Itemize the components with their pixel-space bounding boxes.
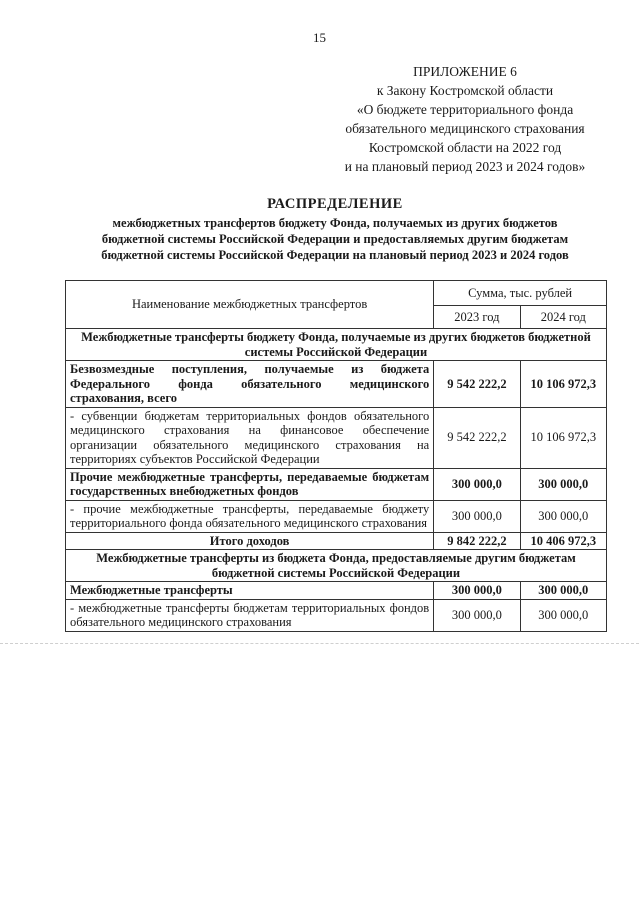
table-row xyxy=(66,361,607,408)
header-year-2023: 2023 год xyxy=(434,306,520,329)
document-title-block xyxy=(40,196,630,263)
transfers-table xyxy=(65,280,607,632)
section-expense-row xyxy=(66,550,607,582)
section-income-row xyxy=(66,329,607,361)
table-row xyxy=(66,407,607,468)
row-value-2023: 300 000,0 xyxy=(434,599,520,631)
row-value-2024: 10 106 972,3 xyxy=(520,361,606,408)
document-title: РАСПРЕДЕЛЕНИЕ xyxy=(267,196,403,212)
header-name-cell: Наименование межбюджетных трансфертов xyxy=(66,281,434,329)
appendix-line: «О бюджете территориального фонда xyxy=(356,102,574,117)
table-header-row xyxy=(66,281,607,306)
subtitle-line: бюджетной системы Российской Федерации и предоставляемых другим бюджетам xyxy=(101,232,569,246)
table-row xyxy=(66,599,607,631)
row-name: Межбюджетные трансферты xyxy=(66,582,434,600)
row-value-2023: 300 000,0 xyxy=(434,582,520,600)
total-value-2024: 10 406 972,3 xyxy=(520,532,606,550)
row-value-2024: 300 000,0 xyxy=(520,582,606,600)
total-value-2023: 9 842 222,2 xyxy=(434,532,520,550)
header-sum-cell: Сумма, тыс. рублей xyxy=(434,281,607,306)
appendix-line: Костромской области на 2022 год xyxy=(368,140,562,155)
row-value-2023: 9 542 222,2 xyxy=(434,361,520,408)
row-value-2023: 300 000,0 xyxy=(434,500,520,532)
table-row xyxy=(66,468,607,500)
document-subtitle xyxy=(40,215,630,263)
row-name: Прочие межбюджетные трансферты, передаваемые бюджетам государственных внебюджетных фондов xyxy=(66,468,434,500)
row-name: - прочие межбюджетные трансферты, передаваемые бюджету территориального фонда обязательного медицинского страхования xyxy=(66,500,434,532)
header-year-2024: 2024 год xyxy=(520,306,606,329)
appendix-block xyxy=(320,62,610,176)
subtitle-line: межбюджетных трансфертов бюджету Фонда, получаемых из других бюджетов xyxy=(112,216,558,230)
row-name: Безвозмездные поступления, получаемые из бюджета Федерального фонда обязательного медицинского страхования, всего xyxy=(66,361,434,408)
appendix-title: ПРИЛОЖЕНИЕ 6 xyxy=(413,64,517,79)
appendix-line: и на плановый период 2023 и 2024 годов» xyxy=(344,159,586,174)
table-row xyxy=(66,582,607,600)
total-row xyxy=(66,532,607,550)
row-name: - межбюджетные трансферты бюджетам территориальных фондов обязательного медицинского страхования xyxy=(66,599,434,631)
row-value-2023: 9 542 222,2 xyxy=(434,407,520,468)
appendix-line: к Закону Костромской области xyxy=(376,83,554,98)
section-income-title: Межбюджетные трансферты бюджету Фонда, получаемые из других бюджетов бюджетной системы Российской Федерации xyxy=(66,329,607,361)
section-expense-title: Межбюджетные трансферты из бюджета Фонда, предоставляемые другим бюджетам бюджетной системы Российской Федерации xyxy=(66,550,607,582)
row-value-2023: 300 000,0 xyxy=(434,468,520,500)
page-number: 15 xyxy=(313,30,326,45)
appendix-line: обязательного медицинского страхования xyxy=(345,121,585,136)
subtitle-line: бюджетной системы Российской Федерации на плановый период 2023 и 2024 годов xyxy=(101,248,569,262)
total-label: Итого доходов xyxy=(66,532,434,550)
row-value-2024: 300 000,0 xyxy=(520,500,606,532)
scan-artifact-line xyxy=(0,643,639,644)
row-value-2024: 300 000,0 xyxy=(520,468,606,500)
row-name: - субвенции бюджетам территориальных фондов обязательного медицинского страхования на финансовое обеспечение организации обязательного медицинского страхования на территориях субъектов Российской Федерации xyxy=(66,407,434,468)
table-row xyxy=(66,500,607,532)
row-value-2024: 10 106 972,3 xyxy=(520,407,606,468)
row-value-2024: 300 000,0 xyxy=(520,599,606,631)
